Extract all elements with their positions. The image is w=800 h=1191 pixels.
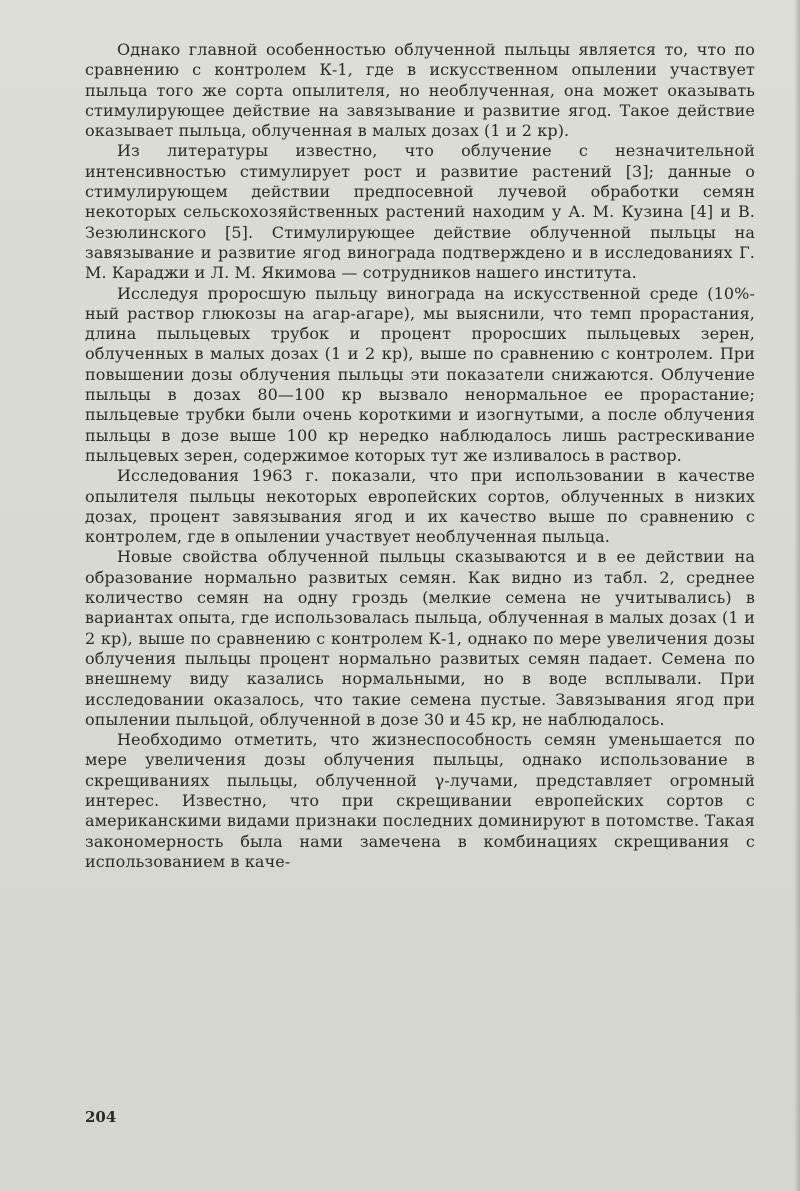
paragraph-4: Исследования 1963 г. показали, что при использовании в качестве опылителя пыльцы некоторых европейских сортов, облученных в низких дозах, процент завязывания ягод и их качество выше по сравнению с контролем, где в опылении участвует необлученная пыльца. [85, 466, 755, 547]
page-number: 204 [85, 1108, 117, 1126]
paragraph-5: Новые свойства облученной пыльцы сказываются и в ее действии на образование нормально развитых семян. Как видно из табл. 2, среднее количество семян на одну гроздь (мелкие семена не учитывались) в вариантах опыта, где использовалась пыльца, облученная в малых дозах (1 и 2 кр), выше по сравнению с контролем К-1, однако по мере увеличения дозы облучения пыльцы процент нормально развитых семян падает. Семена по внешнему виду казались нормальными, но в воде всплывали. При исследовании оказалось, что такие семена пустые. Завязывания ягод при опылении пыльцой, облученной в дозе 30 и 45 кр, не наблюдалось. [85, 547, 755, 729]
paragraph-2: Из литературы известно, что облучение с незначительной интенсивностью стимулирует рост и развитие растений [3]; данные о стимулирующем действии предпосевной лучевой обработки семян некоторых сельскохозяйственных растений находим у А. М. Кузина [4] и В. Зезюлинского [5]. Стимулирующее действие облученной пыльцы на завязывание и развитие ягод винограда подтверждено и в исследованиях Г. М. Караджи и Л. М. Якимова — сотрудников нашего института. [85, 141, 755, 283]
paragraph-6: Необходимо отметить, что жизнеспособность семян уменьшается по мере увеличения дозы облучения пыльцы, однако использование в скрещиваниях пыльцы, облученной γ-лучами, представляет огромный интерес. Известно, что при скрещивании европейских сортов с американскими видами признаки последних доминируют в потомстве. Такая закономерность была нами замечена в комбинациях скрещивания с использованием в каче- [85, 730, 755, 871]
page-edge-shadow [794, 0, 800, 1191]
paragraph-3: Исследуя проросшую пыльцу винограда на искусственной среде (10%-ный раствор глюкозы на агар-агаре), мы выяснили, что темп прорастания, длина пыльцевых трубок и процент проросших пыльцевых зерен, облученных в малых дозах (1 и 2 кр), выше по сравнению с контролем. При повышении дозы облучения пыльцы эти показатели снижаются. Облучение пыльцы в дозах 80—100 кр вызвало ненормальное ее прорастание; пыльцевые трубки были очень короткими и изогнутыми, а после облучения пыльцы в дозе выше 100 кр нередко наблюдалось лишь растрескивание пыльцевых зерен, содержимое которых тут же изливалось в раствор. [85, 283, 755, 465]
body-text [85, 40, 755, 872]
paragraph-1: Однако главной особенностью облученной пыльцы является то, что по сравнению с контролем К-1, где в искусственном опылении участвует пыльца того же сорта опылителя, но необлученная, она может оказывать стимулирующее действие на завязывание и развитие ягод. Такое действие оказывает пыльца, облученная в малых дозах (1 и 2 кр). [85, 40, 755, 141]
